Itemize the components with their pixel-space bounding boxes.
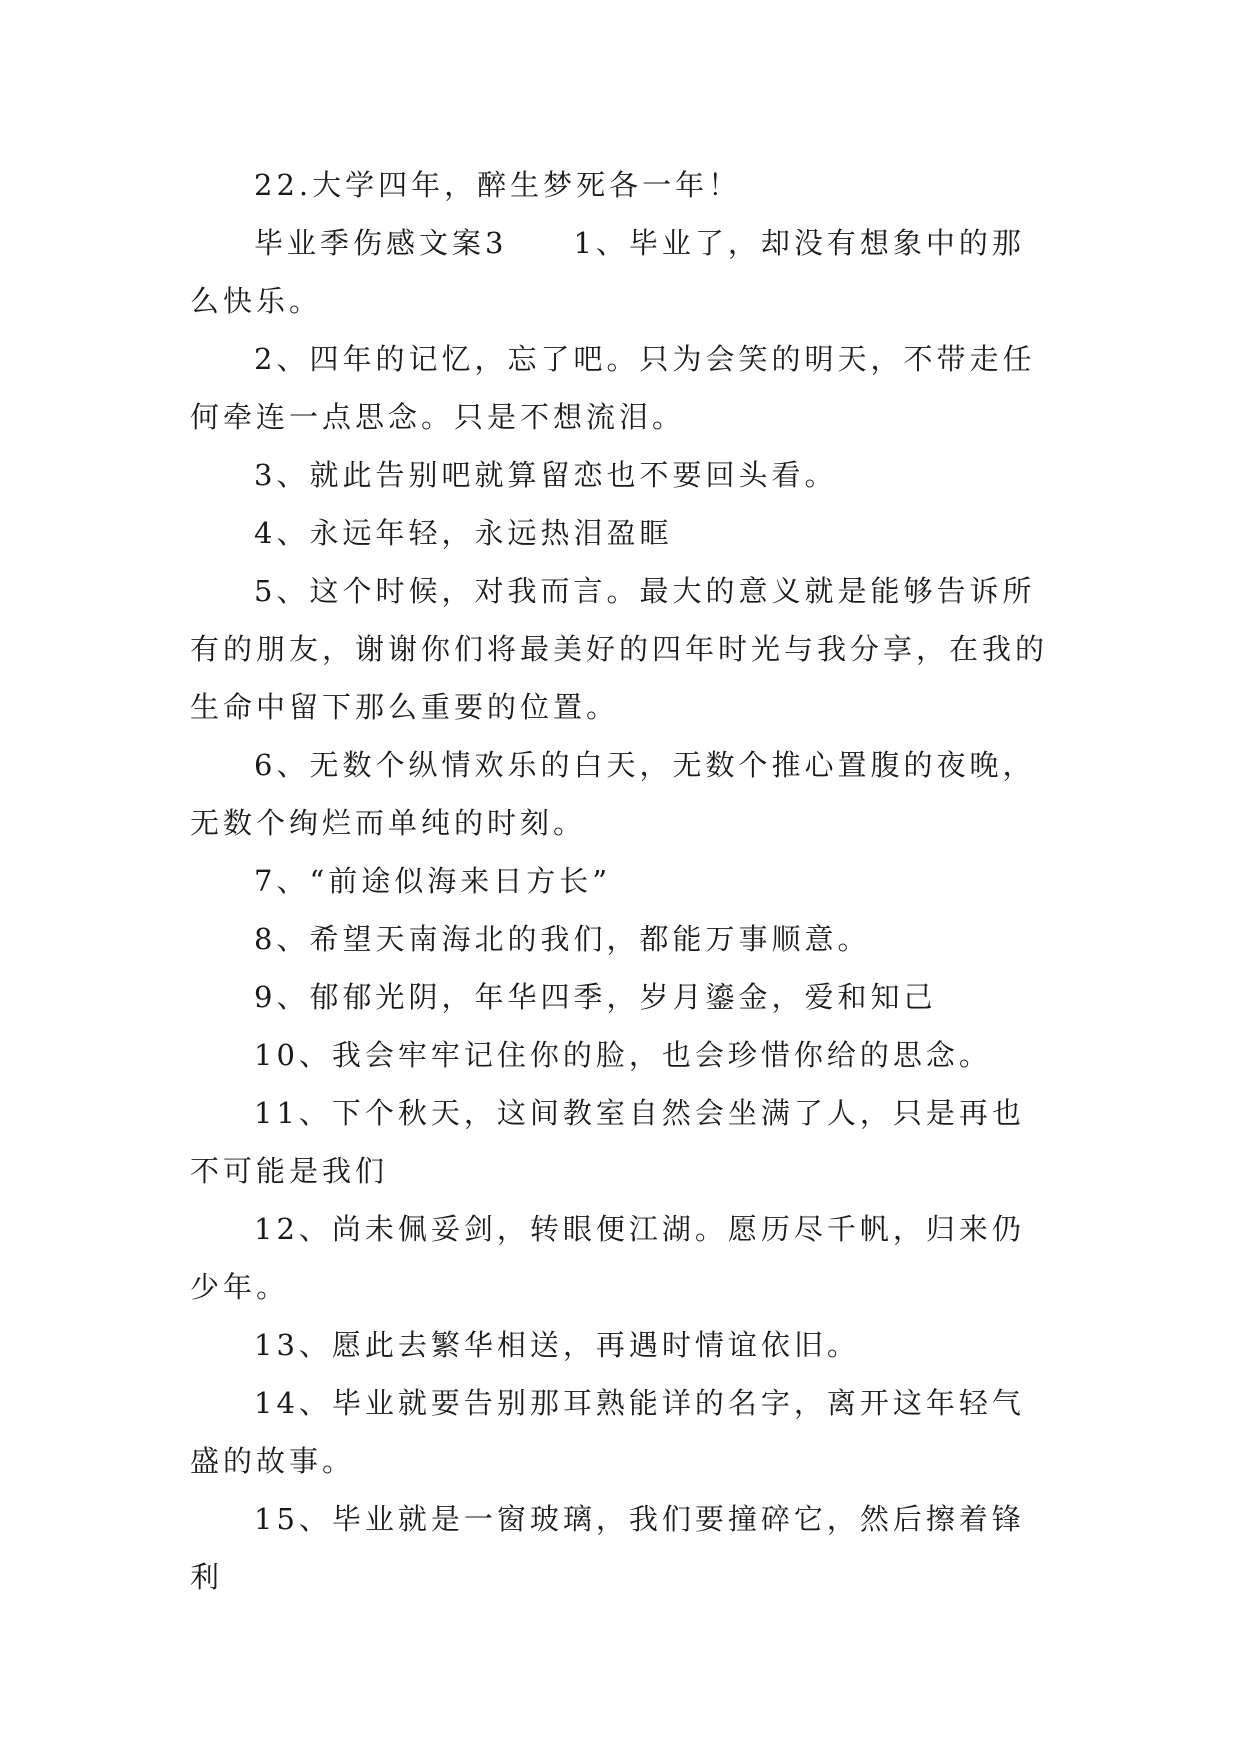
paragraph-11: 11、下个秋天，这间教室自然会坐满了人，只是再也不可能是我们	[190, 1096, 1025, 1188]
paragraph-22: 22.大学四年，醉生梦死各一年！	[254, 168, 742, 202]
paragraph-6: 6、无数个纵情欢乐的白天，无数个推心置腹的夜晚，无数个绚烂而单纯的时刻。	[190, 748, 1036, 840]
paragraph-12: 12、尚未佩妥剑，转眼便江湖。愿历尽千帆，归来仍少年。	[190, 1212, 1025, 1304]
paragraph-3: 3、就此告别吧就算留恋也不要回头看。	[254, 458, 838, 492]
paragraph-8: 8、希望天南海北的我们，都能万事顺意。	[254, 922, 871, 956]
document-body	[190, 156, 1050, 1606]
paragraph-14: 14、毕业就要告别那耳熟能详的名字，离开这年轻气盛的故事。	[190, 1386, 1025, 1478]
paragraph-section-title: 毕业季伤感文案3 1、毕业了，却没有想象中的那么快乐。	[190, 226, 1025, 318]
paragraph-5: 5、这个时候，对我而言。最大的意义就是能够告诉所有的朋友，谢谢你们将最美好的四年时光与我分享，在我的生命中留下那么重要的位置。	[190, 574, 1049, 724]
paragraph-2: 2、四年的记忆，忘了吧。只为会笑的明天，不带走任何牵连一点思念。只是不想流泪。	[190, 342, 1036, 434]
paragraph-13: 13、愿此去繁华相送，再遇时情谊依旧。	[254, 1328, 860, 1362]
paragraph-4: 4、永远年轻，永远热泪盈眶	[254, 516, 673, 550]
paragraph-15: 15、毕业就是一窗玻璃，我们要撞碎它，然后擦着锋利	[190, 1502, 1025, 1594]
paragraph-10: 10、我会牢牢记住你的脸，也会珍惜你给的思念。	[254, 1038, 992, 1072]
paragraph-9: 9、郁郁光阴，年华四季，岁月鎏金，爱和知己	[254, 980, 937, 1014]
paragraph-7: 7、“前途似海来日方长”	[254, 864, 612, 898]
